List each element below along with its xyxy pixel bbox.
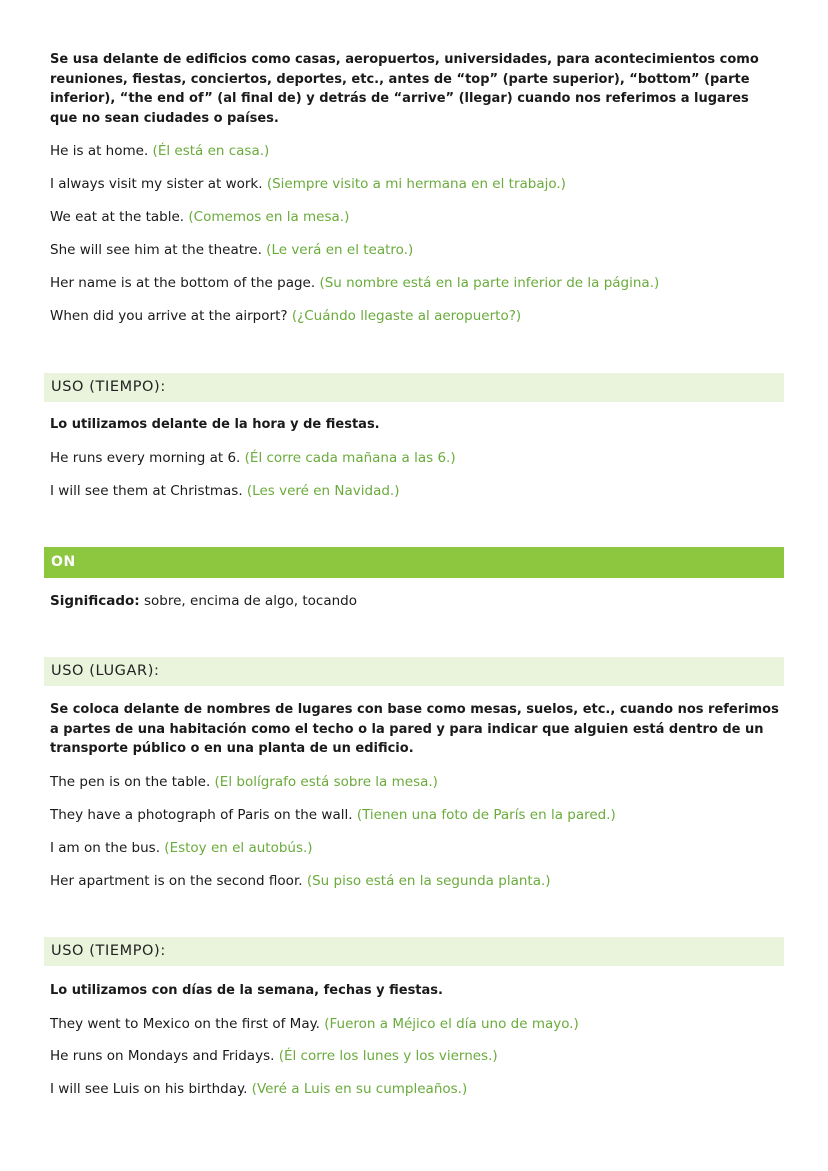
example-sentence — [50, 872, 551, 890]
example-english: He runs on Mondays and Fridays. — [50, 1048, 275, 1064]
example-sentence — [50, 449, 456, 467]
example-english: I am on the bus. — [50, 840, 160, 856]
example-sentence — [50, 1080, 467, 1098]
example-english: Her name is at the bottom of the page. — [50, 275, 316, 291]
example-translation: (¿Cuándo llegaste al aeropuerto?) — [291, 308, 522, 324]
example-sentence — [50, 773, 438, 791]
example-translation: (Él está en casa.) — [152, 143, 270, 159]
example-english: They went to Mexico on the first of May. — [50, 1016, 320, 1032]
example-english: He is at home. — [50, 143, 149, 159]
example-english: I always visit my sister at work. — [50, 176, 263, 192]
example-translation: (Fueron a Méjico el día uno de mayo.) — [324, 1016, 579, 1032]
example-translation: (Él corre los lunes y los viernes.) — [278, 1048, 498, 1064]
example-english: When did you arrive at the airport? — [50, 308, 288, 324]
example-sentence — [50, 482, 399, 500]
on-place-rule: Se coloca delante de nombres de lugares con base como mesas, suelos, etc., cuando nos referimos a partes de una habitación como el techo o la pared y para indicar que alguien está dentro de un transporte público o en una planta de un edificio. — [50, 702, 779, 756]
at-place-rule: Se usa delante de edificios como casas, aeropuertos, universidades, para acontecimientos como reuniones, fiestas, conciertos, deportes, etc., antes de “top” (parte superior), “bottom” (parte inferior), “the end of” (al final de) y detrás de “arrive” (llegar) cuando nos referimos a lugares que no sean ciudades o países. — [50, 52, 759, 126]
example-english: He runs every morning at 6. — [50, 450, 241, 466]
example-sentence — [50, 274, 659, 292]
example-english: Her apartment is on the second floor. — [50, 873, 303, 889]
example-translation: (Tienen una foto de París en la pared.) — [356, 807, 616, 823]
example-translation: (Veré a Luis en su cumpleaños.) — [251, 1081, 468, 1097]
example-translation: (Su nombre está en la parte inferior de la página.) — [319, 275, 660, 291]
on-time-rule: Lo utilizamos con días de la semana, fechas y fiestas. — [50, 983, 443, 998]
on-meaning — [50, 592, 357, 610]
example-sentence — [50, 175, 566, 193]
example-sentence — [50, 839, 313, 857]
example-sentence — [50, 241, 413, 259]
example-english: I will see them at Christmas. — [50, 483, 243, 499]
example-translation: (Le verá en el teatro.) — [266, 242, 414, 258]
example-english: I will see Luis on his birthday. — [50, 1081, 248, 1097]
example-translation: (Estoy en el autobús.) — [164, 840, 313, 856]
example-english: She will see him at the theatre. — [50, 242, 262, 258]
meaning-label: Significado: — [50, 593, 140, 609]
example-translation: (Él corre cada mañana a las 6.) — [244, 450, 456, 466]
example-translation: (Comemos en la mesa.) — [188, 209, 350, 225]
meaning-text: sobre, encima de algo, tocando — [139, 593, 357, 609]
example-english: We eat at the table. — [50, 209, 185, 225]
example-sentence — [50, 142, 269, 160]
example-sentence — [50, 806, 616, 824]
at-time-rule: Lo utilizamos delante de la hora y de fiestas. — [50, 417, 380, 432]
example-sentence — [50, 1047, 498, 1065]
example-english: They have a photograph of Paris on the wall. — [50, 807, 353, 823]
example-translation: (Siempre visito a mi hermana en el trabajo.) — [266, 176, 566, 192]
example-translation: (Su piso está en la segunda planta.) — [306, 873, 551, 889]
example-translation: (El bolígrafo está sobre la mesa.) — [214, 774, 438, 790]
example-sentence — [50, 1015, 579, 1033]
example-translation: (Les veré en Navidad.) — [246, 483, 400, 499]
example-english: The pen is on the table. — [50, 774, 211, 790]
example-sentence — [50, 307, 521, 325]
section-header-at-time: USO (TIEMPO): — [44, 373, 784, 402]
example-sentence — [50, 208, 349, 226]
section-header-on-place: USO (LUGAR): — [44, 657, 784, 686]
section-header-on-time: USO (TIEMPO): — [44, 937, 784, 966]
section-header-on: ON — [44, 547, 784, 578]
